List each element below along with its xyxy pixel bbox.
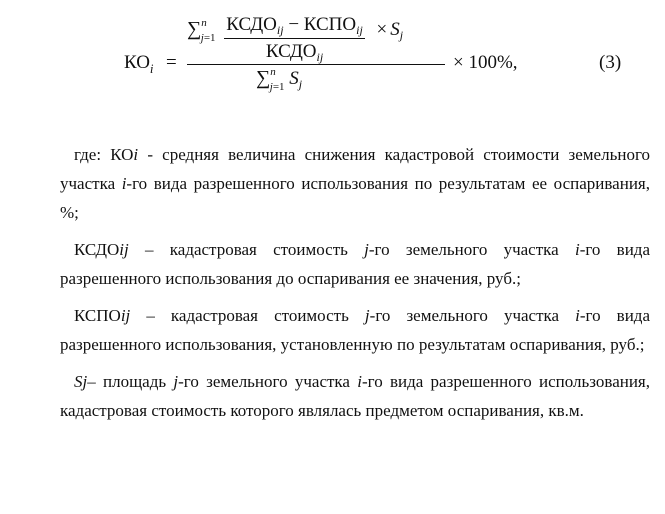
definitions-text <box>60 140 650 433</box>
definition-ksdo: КСДОij – кадастровая стоимость j-го земельного участка i-го вида разрешенного использования до оспаривания ее значения, руб.; <box>60 240 650 288</box>
definition-sj: Sj– площадь j-го земельного участка i-го вида разрешенного использования, кадастровая стоимость которого являлась предметом оспаривания, кв.м. <box>60 372 651 420</box>
formula-denominator: ∑$^n_{j=1}$ $S_j$ <box>256 66 303 93</box>
sum-sign: ∑ <box>187 17 202 40</box>
definition-ko: где: КОi - средняя величина снижения кадастровой стоимости земельного участка i-го вида разрешенного использования по результатам ее оспаривания, %; <box>60 145 650 222</box>
formula-lhs: $КО_i$ <box>124 52 154 76</box>
equation-number: (3) <box>599 52 622 73</box>
fraction-bar <box>187 64 445 65</box>
formula-numerator: ∑$^n_{j=1}$ $КСДО_{ij}$ − $КСПО_{ij}$ $КСДО_{ij}$ × $S_j$ <box>187 14 404 64</box>
inner-fraction: $КСДО_{ij}$ − $КСПО_{ij}$ $КСДО_{ij}$ <box>226 14 363 64</box>
formula-tail: × 100%, <box>453 52 518 73</box>
equals-sign: = <box>166 52 177 73</box>
formula-3 <box>0 0 665 120</box>
definition-kspo: КСПОij – кадастровая стоимость j-го земельного участка i-го вида разрешенного использования, установленную по результатам оспаривания, руб.; <box>60 306 650 354</box>
